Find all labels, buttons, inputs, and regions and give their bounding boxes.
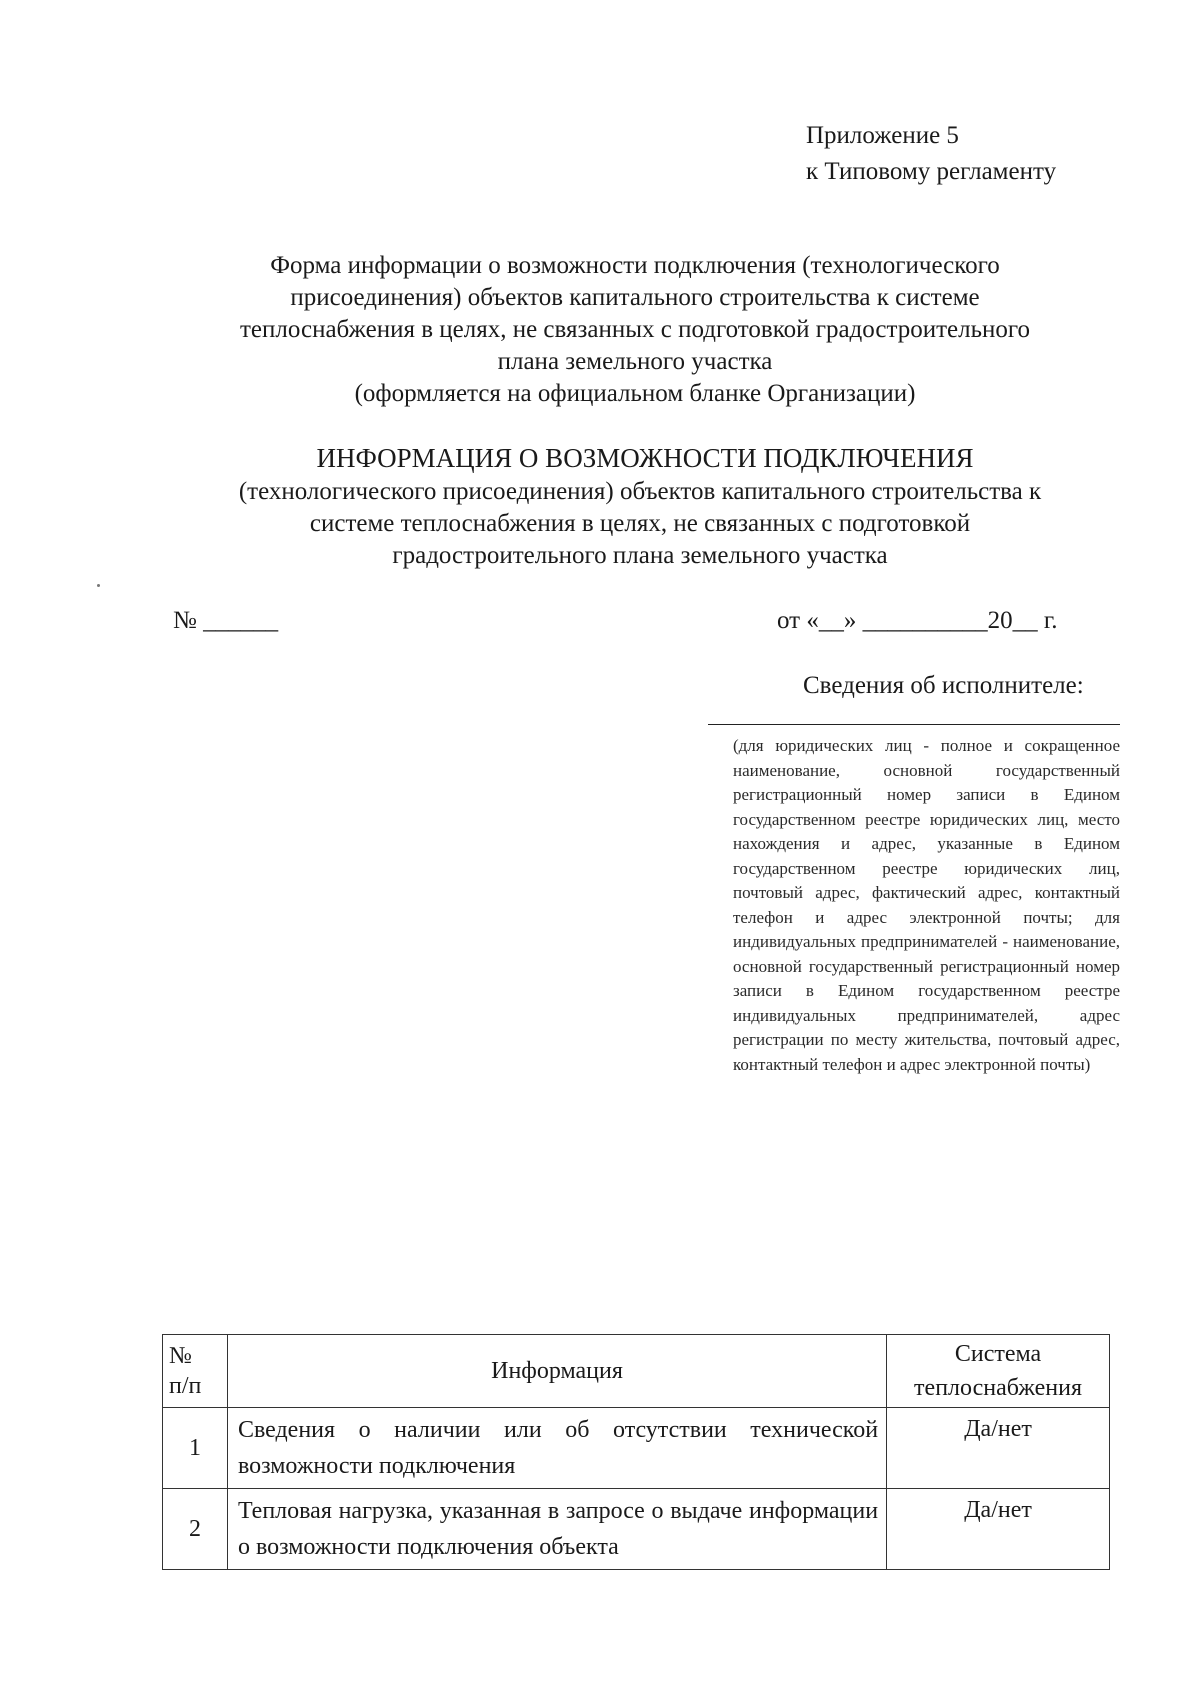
scan-speck <box>97 584 100 587</box>
row-system-value: Да/нет <box>887 1408 1110 1489</box>
header-system-line1: Система <box>954 1341 1042 1367</box>
table-row <box>163 1489 1110 1570</box>
form-title-line: присоединения) объектов капитального строительства к системе <box>290 284 980 311</box>
main-heading: ИНФОРМАЦИЯ О ВОЗМОЖНОСТИ ПОДКЛЮЧЕНИЯ <box>316 443 974 473</box>
row-number: 2 <box>163 1489 228 1570</box>
form-title <box>160 250 1110 410</box>
row-system-value: Да/нет <box>887 1489 1110 1570</box>
sub-heading-line: градостроительного плана земельного участка <box>392 542 888 569</box>
row-information: Тепловая нагрузка, указанная в запросе о выдаче информации о возможности подключения объекта <box>227 1489 886 1570</box>
sub-heading-line: (технологического присоединения) объектов капитального строительства к <box>238 478 1042 505</box>
executor-fill-line <box>708 724 1120 725</box>
executor-note: (для юридических лиц - полное и сокращенное наименование, основной государственный регистрационный номер записи в Едином государственном реестре юридических лиц, место нахождения и адрес, указанные в Едином государственном реестре юридических лиц, почтовый адрес, фактический адрес, контактный телефон и адрес электронной почты; для индивидуальных предпринимателей - наименование, основной государственный регистрационный номер записи в Едином государственном реестре индивидуальных предпринимателей, адрес регистрации по месту жительства, почтовый адрес, контактный телефон и адрес электронной почты) <box>733 736 1120 1074</box>
form-title-line: плана земельного участка <box>497 348 773 375</box>
sub-heading <box>160 476 1120 572</box>
table-header-row <box>163 1335 1110 1408</box>
header-number <box>163 1335 228 1408</box>
header-number-symbol: № <box>169 1343 192 1369</box>
row-number: 1 <box>163 1408 228 1489</box>
appendix-number: Приложение 5 <box>806 122 959 149</box>
header-number-abbr: п/п <box>169 1373 202 1399</box>
form-title-line: теплоснабжения в целях, не связанных с подготовкой градостроительного <box>239 316 1031 343</box>
sub-heading-line: системе теплоснабжения в целях, не связанных с подготовкой <box>309 510 971 537</box>
form-title-line: Форма информации о возможности подключения (технологического <box>270 252 1000 279</box>
document-date-field: от «__» __________20__ г. <box>777 607 1058 634</box>
appendix-reference <box>806 118 1056 190</box>
executor-label: Сведения об исполнителе: <box>803 672 1084 699</box>
form-title-note: (оформляется на официальном бланке Организации) <box>354 380 916 407</box>
info-table <box>162 1334 1110 1570</box>
appendix-regulation: к Типовому регламенту <box>806 158 1057 185</box>
header-system <box>887 1335 1110 1408</box>
document-number-field: № ______ <box>173 607 279 634</box>
table-row <box>163 1408 1110 1489</box>
header-system-line2: теплоснабжения <box>914 1375 1083 1401</box>
header-information: Информация <box>227 1335 886 1408</box>
row-information: Сведения о наличии или об отсутствии технической возможности подключения <box>227 1408 886 1489</box>
